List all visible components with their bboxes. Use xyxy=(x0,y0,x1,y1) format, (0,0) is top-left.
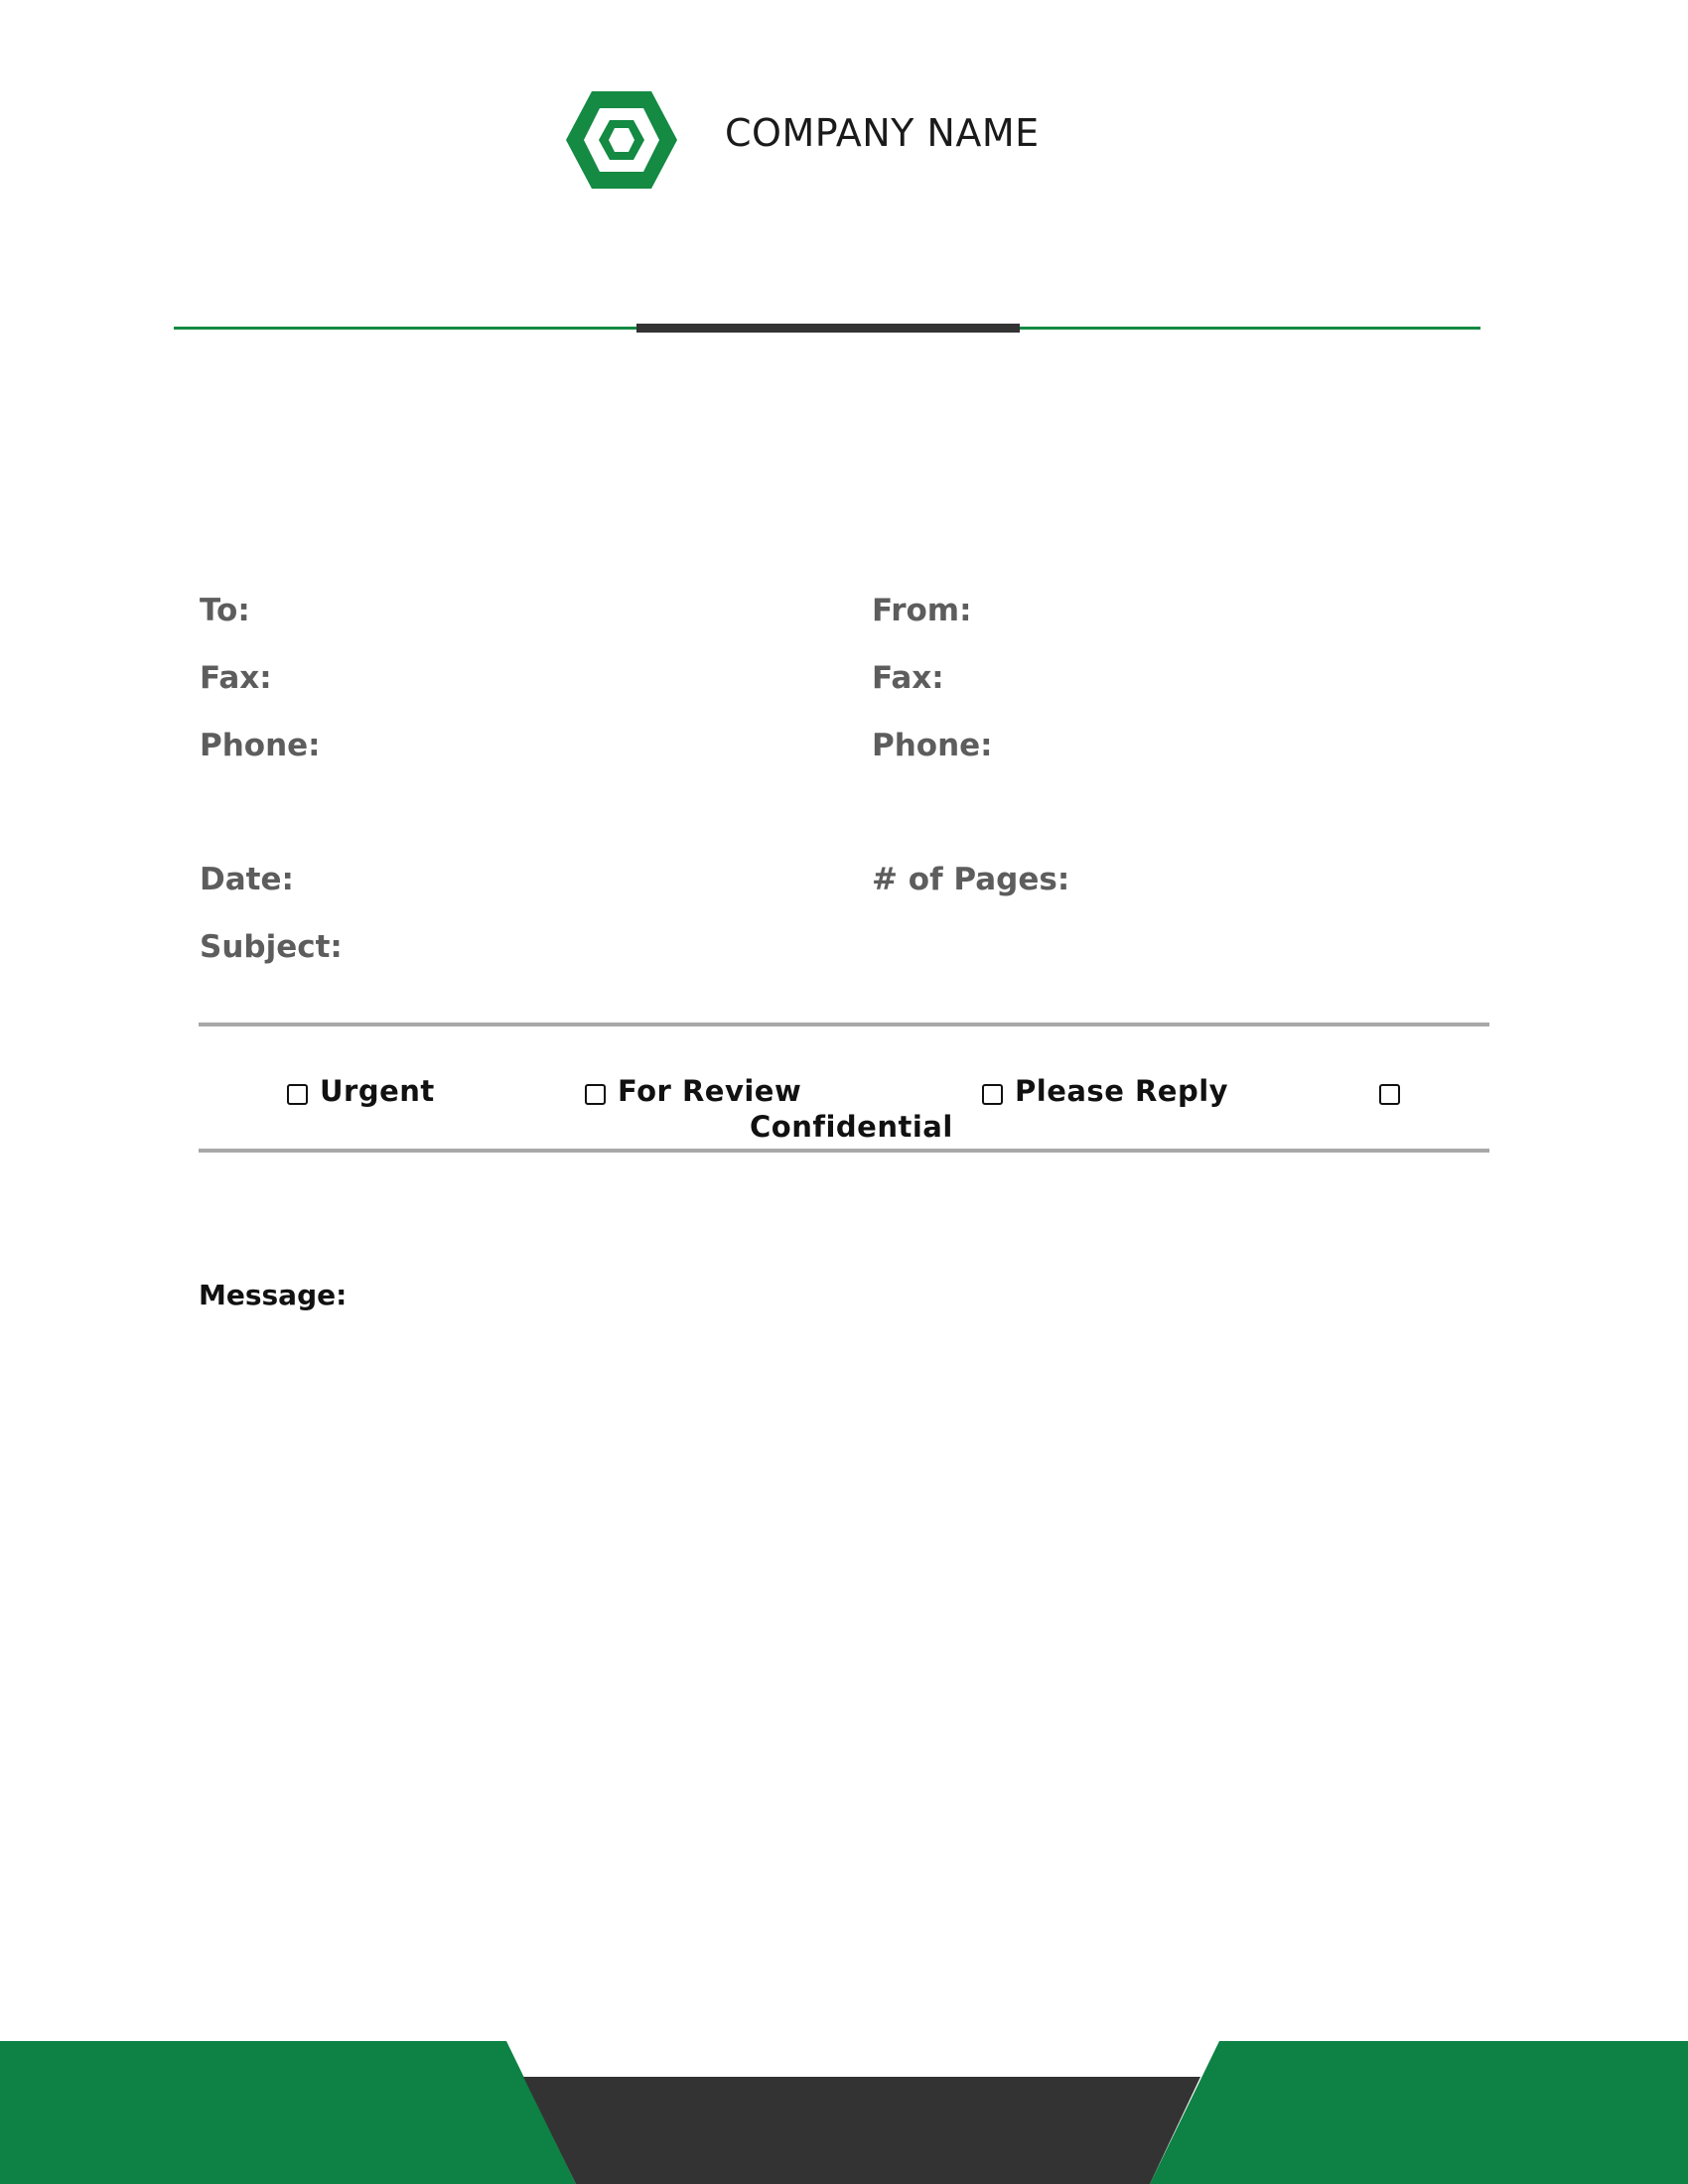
phone-left-label: Phone: xyxy=(200,728,321,763)
for-review-label: For Review xyxy=(618,1074,802,1108)
date-label: Date: xyxy=(200,862,294,897)
from-label: From: xyxy=(872,593,972,628)
company-name: COMPANY NAME xyxy=(725,111,1040,155)
urgent-checkbox[interactable] xyxy=(287,1084,308,1105)
to-label: To: xyxy=(200,593,250,628)
header-rule-dark xyxy=(636,324,1020,333)
footer-decoration xyxy=(0,2041,1688,2184)
message-label: Message: xyxy=(199,1279,348,1311)
confidential-checkbox[interactable] xyxy=(1379,1084,1400,1105)
urgent-label: Urgent xyxy=(320,1074,435,1108)
subject-label: Subject: xyxy=(200,929,343,965)
confidential-label: Confidential xyxy=(750,1110,953,1144)
hexagon-logo-icon xyxy=(562,87,681,193)
please-reply-checkbox[interactable] xyxy=(982,1084,1003,1105)
for-review-checkbox[interactable] xyxy=(585,1084,606,1105)
fax-right-label: Fax: xyxy=(872,660,944,696)
please-reply-label: Please Reply xyxy=(1015,1074,1229,1108)
checkbox-band-bottom-rule xyxy=(199,1149,1489,1153)
fax-left-label: Fax: xyxy=(200,660,272,696)
checkbox-band-top-rule xyxy=(199,1023,1489,1026)
pages-label: # of Pages: xyxy=(872,862,1070,897)
phone-right-label: Phone: xyxy=(872,728,993,763)
